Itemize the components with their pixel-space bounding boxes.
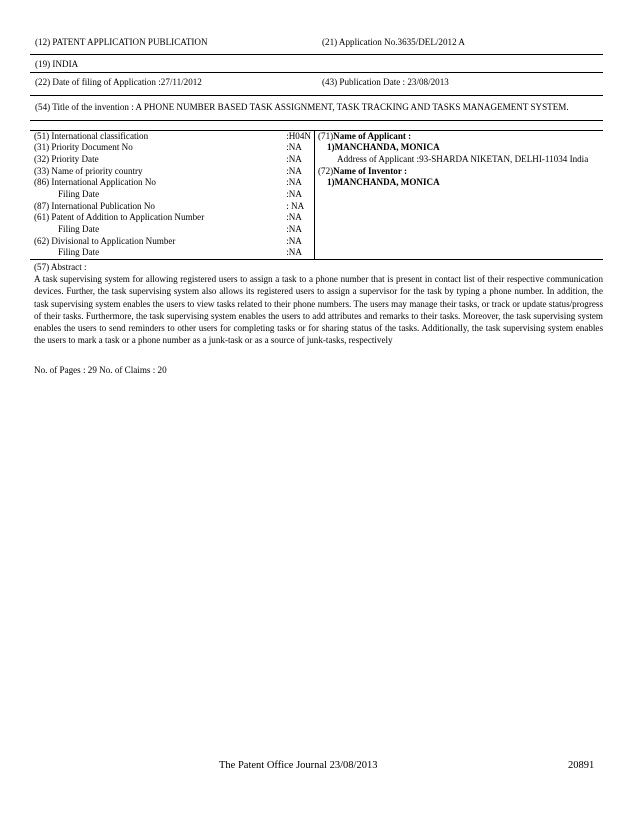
biblio-label: (51) International classification xyxy=(34,130,149,141)
abstract-section xyxy=(30,260,603,346)
biblio-label: Filing Date xyxy=(58,224,100,234)
biblio-label: Filing Date xyxy=(58,247,100,258)
header-row-2 xyxy=(30,55,603,72)
divider xyxy=(30,120,603,121)
biblio-label: (31) Priority Document No xyxy=(34,142,133,153)
abstract-heading: (57) Abstract : xyxy=(34,262,87,273)
publication-date: (43) Publication Date : 23/08/2013 xyxy=(322,77,449,87)
biblio-label: (87) International Publication No xyxy=(34,200,155,211)
biblio-label: (62) Divisional to Application Number xyxy=(34,235,176,246)
application-number: (21) Application No.3635/DEL/2012 A xyxy=(322,37,465,47)
invention-title: (54) Title of the invention : A PHONE NUMBER BASED TASK ASSIGNMENT, TASK TRACKING AND TASKS MANAGEMENT SYSTEM. xyxy=(35,102,569,112)
biblio-value: :NA xyxy=(286,142,302,153)
biblio-row xyxy=(30,236,314,248)
biblio-value: :NA xyxy=(286,188,302,199)
inventor-label: Name of Inventor : xyxy=(333,165,407,176)
journal-footer: The Patent Office Journal 23/08/2013 xyxy=(219,760,378,771)
pages-claims: No. of Pages : 29 No. of Claims : 20 xyxy=(34,365,167,376)
biblio-row xyxy=(30,154,314,166)
biblio-value: :NA xyxy=(286,224,302,234)
biblio-row xyxy=(30,224,314,236)
applicant-heading xyxy=(318,131,603,143)
biblio-row xyxy=(30,247,314,259)
biblio-row xyxy=(30,212,314,224)
biblio-label: (61) Patent of Addition to Application Number xyxy=(34,212,205,223)
biblio-row xyxy=(30,166,314,178)
biblio-row xyxy=(30,201,314,213)
biblio-value: :NA xyxy=(286,247,302,258)
publication-type: (12) PATENT APPLICATION PUBLICATION xyxy=(35,37,208,47)
header-row-3 xyxy=(30,73,603,90)
biblio-label: (33) Name of priority country xyxy=(34,165,143,176)
header-row-1 xyxy=(30,36,603,50)
filing-date: (22) Date of filing of Application :27/11/2012 xyxy=(35,77,202,87)
patent-entry xyxy=(30,36,603,377)
biblio-row xyxy=(30,189,314,201)
biblio-value: :NA xyxy=(286,153,302,164)
page-number: 20891 xyxy=(568,760,595,771)
applicant-address: Address of Applicant :93-SHARDA NIKETAN, DELHI-11034 India xyxy=(337,153,589,164)
biblio-label: Filing Date xyxy=(58,188,100,199)
inventor-name: 1)MANCHANDA, MONICA xyxy=(327,177,440,188)
biblio-value: :NA xyxy=(286,235,302,246)
inventor-heading xyxy=(318,166,603,178)
biblio-value: :NA xyxy=(286,177,302,188)
biblio-row xyxy=(30,142,314,154)
biblio-value: : NA xyxy=(286,200,305,211)
biblio-row xyxy=(30,177,314,189)
biblio-value: :NA xyxy=(286,212,302,223)
applicant-code: (71) xyxy=(318,130,334,141)
biblio-label: (86) International Application No xyxy=(34,177,156,188)
inventor-code: (72) xyxy=(318,165,334,176)
applicant-inventor xyxy=(315,131,603,260)
country: (19) INDIA xyxy=(35,59,79,69)
biblio-row xyxy=(30,131,314,143)
abstract-text: A task supervising system for allowing registered users to assign a task to a phone number that is present in contact list of their respective communication devices. Further, the task supervising system also allows its registered users to assign a supervisor for the task by typing a phone number. In addition, the task supervising system enables the users to view tasks related to their phone numbers. The users may manage their tasks, or track or update status/progress of their tasks. Furthermore, the task supervising system enables the users to add attributes and remarks to their tasks. Moreover, the task supervising system enables the users to send reminders to other users for completing tasks or for sharing status of the tasks. Additionally, the task supervising system enables the users to mark a task or a phone number as a junk-task or as a source of junk-tasks, respectively xyxy=(34,274,603,346)
applicant-label: Name of Applicant : xyxy=(333,130,412,141)
bibliographic-data xyxy=(30,131,315,260)
biblio-label: (32) Priority Date xyxy=(34,153,99,164)
bibliographic-table xyxy=(30,131,603,261)
applicant-name: 1)MANCHANDA, MONICA xyxy=(327,142,440,153)
biblio-value: :H04N xyxy=(286,130,311,141)
biblio-value: :NA xyxy=(286,165,302,176)
